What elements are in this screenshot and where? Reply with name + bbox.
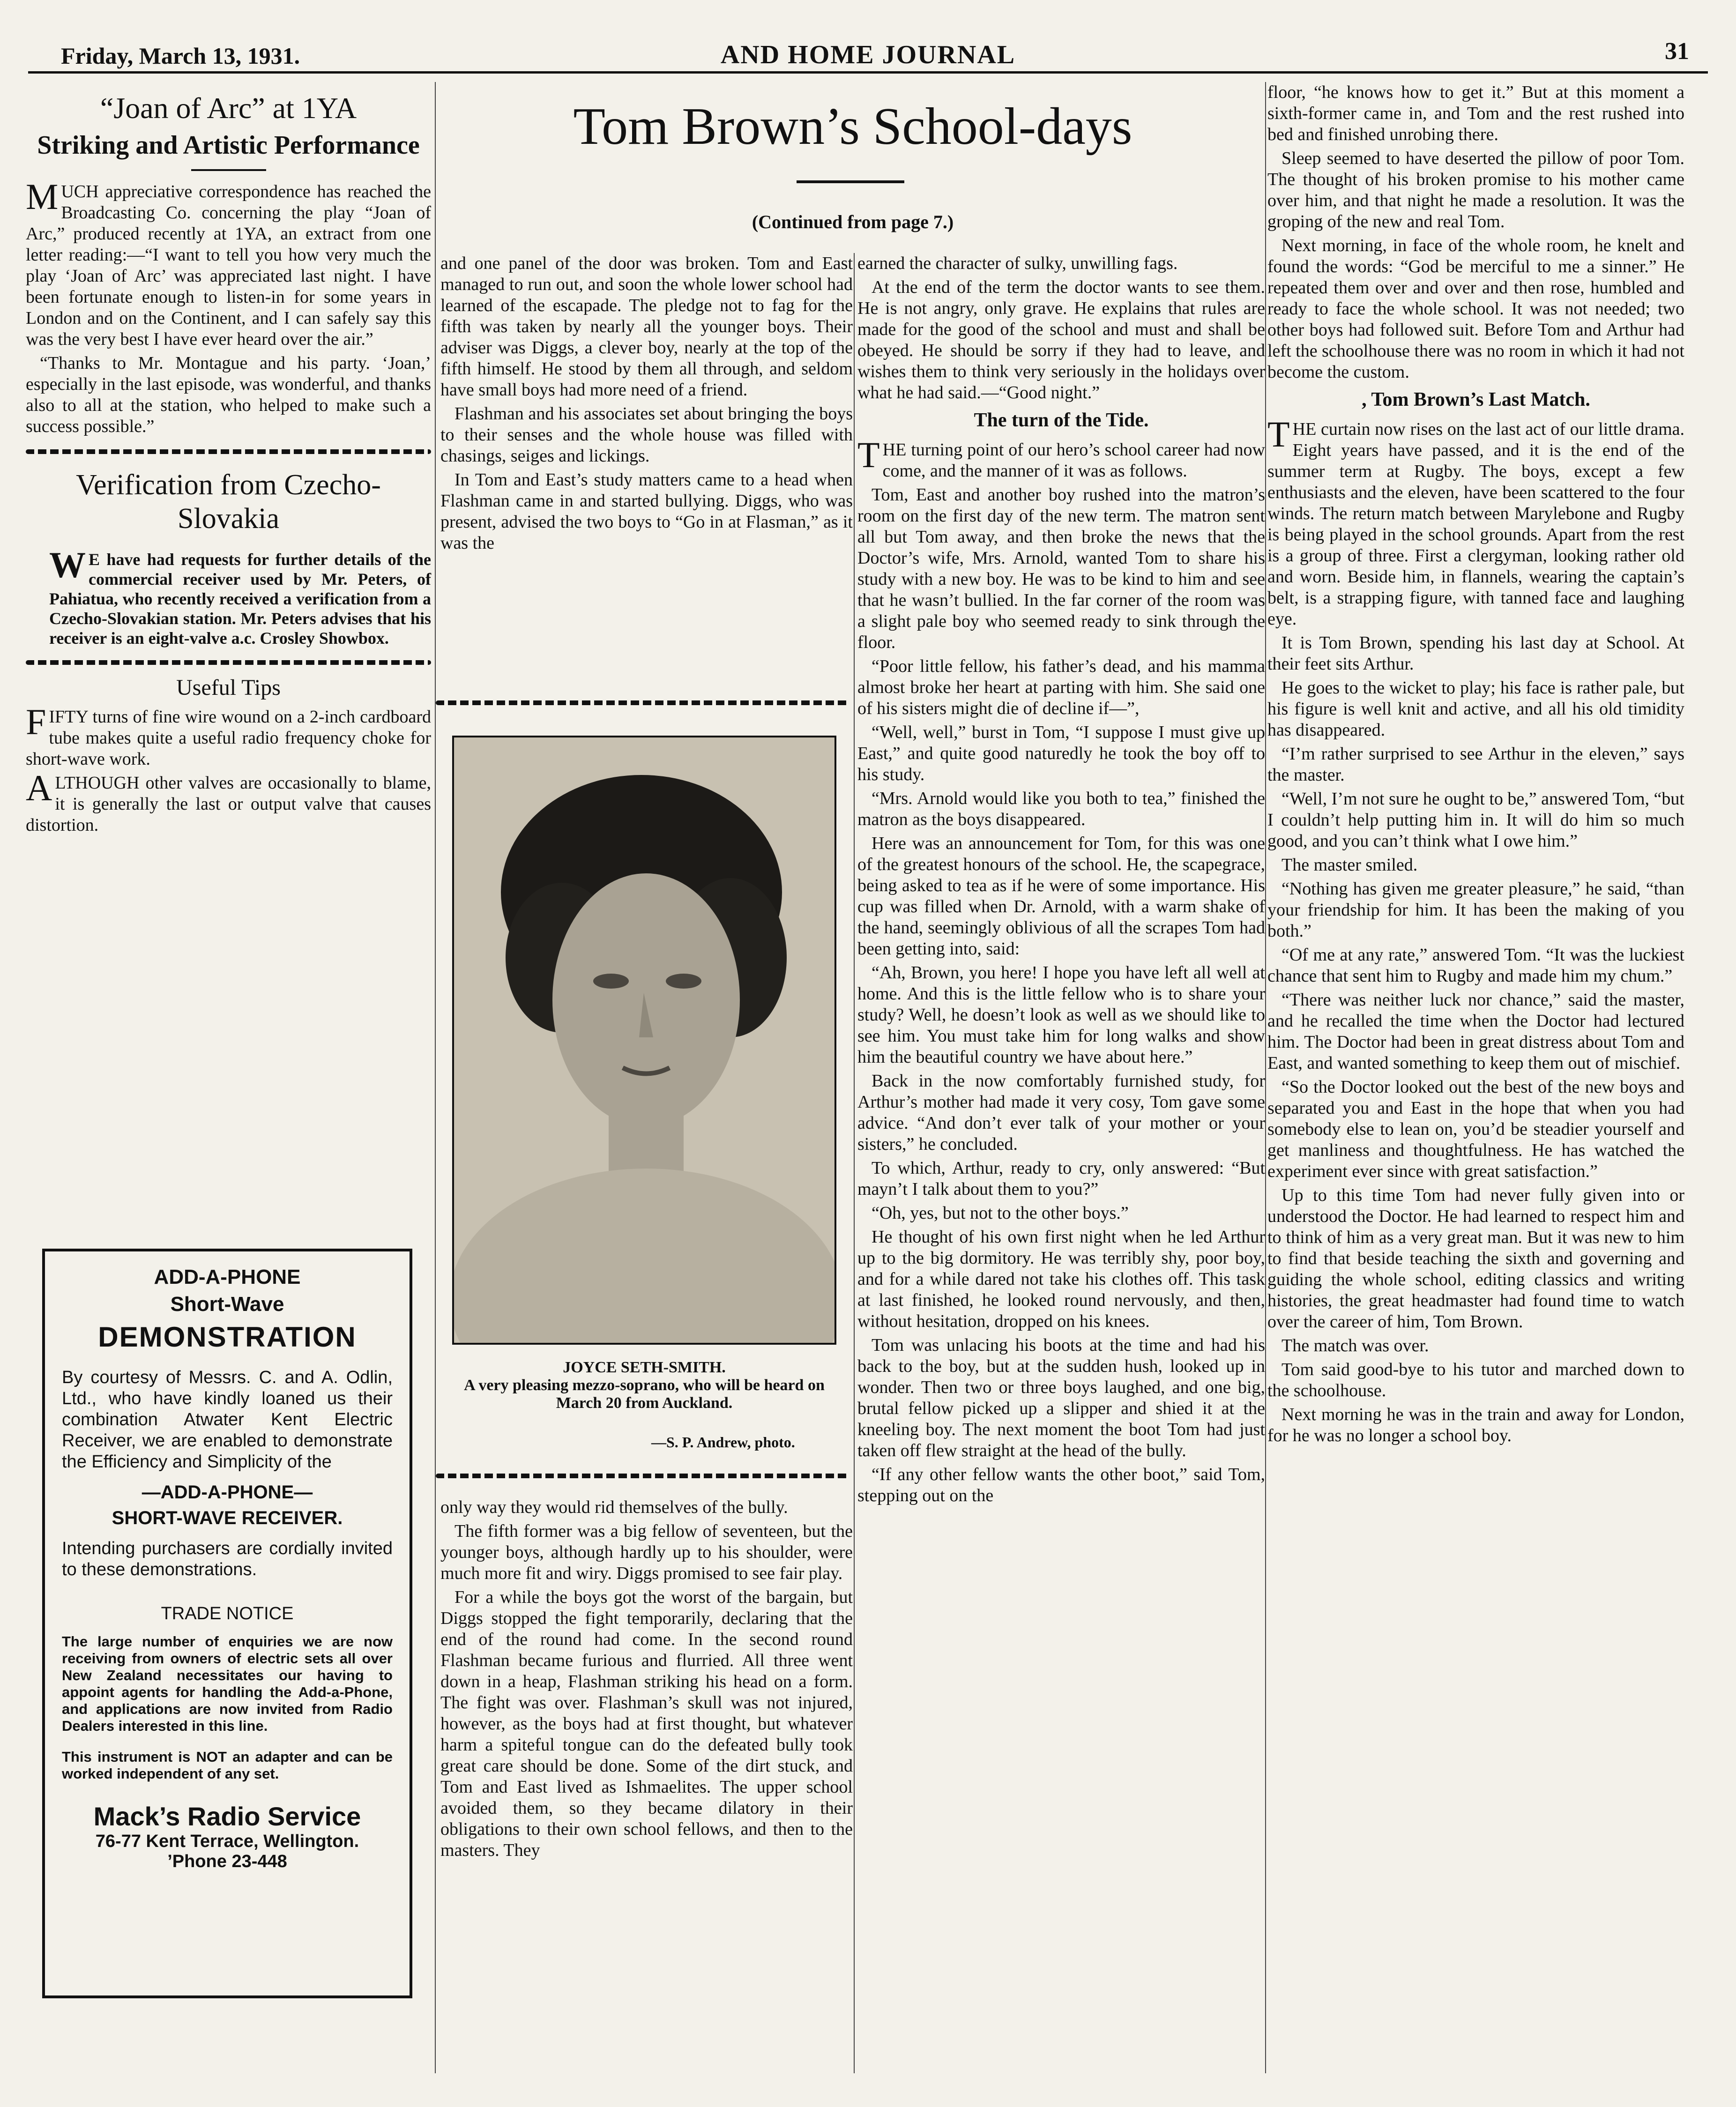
ornamental-divider [26, 449, 431, 454]
ad-body: By courtesy of Messrs. C. and A. Odlin, Ltd., who have kindly loaned us their combination Atwater Kent Electric Receiver, we are enabled to demonstrate the Efficiency and Simplicity of the [62, 1368, 393, 1472]
story-paragraph: The master smiled. [1282, 855, 1418, 875]
photo-subject-name: JOYCE SETH-SMITH. [563, 1359, 726, 1376]
company-phone: ’Phone 23-448 [167, 1852, 287, 1871]
continued-note: (Continued from page 7.) [752, 211, 954, 232]
add-a-phone-advertisement [42, 1249, 412, 1998]
story-paragraph: earned the character of sulky, unwilling fags. [857, 253, 1178, 273]
story-column-2-bottom [440, 1497, 853, 1864]
drop-cap: T [857, 434, 880, 475]
story-paragraph: “Poor little fellow, his father’s dead, and his mamma almost broke her heart at parting with him. She said one of his sisters might die of decline if—”, [857, 656, 1265, 718]
joan-headline: “Joan of Arc” at 1YA [100, 91, 357, 125]
ad-note: This instrument is NOT an adapter and can be worked independent of any set. [62, 1749, 393, 1782]
photo-credit: —S. P. Andrew, photo. [651, 1434, 795, 1451]
story-title: Tom Brown’s School-days [573, 97, 1132, 156]
ornamental-divider [436, 700, 848, 705]
portrait-photo [452, 736, 836, 1345]
joan-paragraph: “Thanks to Mr. Montague and his party. ‘Joan,’ especially in the last episode, was wonderful, and thanks also to all at the station, who helped to make such a success possible.” [26, 353, 431, 436]
story-paragraph: Next morning he was in the train and away for London, for he was no longer a school boy. [1267, 1405, 1684, 1445]
story-paragraph: Flashman and his associates set about bringing the boys to their senses and the whole house was filled with chasings, seiges and lickings. [440, 404, 853, 466]
photo-caption [452, 1359, 836, 1412]
photo-caption-text: A very pleasing mezzo-soprano, who will be heard on March 20 from Auckland. [464, 1377, 825, 1412]
tips-headline: Useful Tips [176, 675, 281, 700]
ad-product-type: SHORT-WAVE RECEIVER. [112, 1508, 343, 1528]
story-column-4 [1267, 82, 1684, 1449]
section-heading: The turn of the Tide. [974, 409, 1149, 431]
portrait-image [454, 737, 834, 1343]
header-rule [28, 71, 1708, 74]
story-paragraph: Back in the now comfortably furnished study, for Arthur’s mother had made it very cosy, Tom gave some advice. “And don’t ever talk of your mother or your sisters,” he concluded. [857, 1071, 1265, 1154]
story-paragraph: “I’m rather surprised to see Arthur in the eleven,” says the master. [1267, 744, 1684, 785]
story-paragraph: THE curtain now rises on the last act of our little drama. Eight years have passed, and it is the end of the summer term at Rugby. The boys, except a few enthusiasts and the eleven, have been scattered to the four winds. The return match between Marylebone and Rugby is being played in the school grounds. Apart from the rest is a group of three. First a clergyman, looking rather old and worn. Beside him, in flannels, wearing the captain’s belt, is a strapping figure, with tanned face and laughing eye. [1267, 414, 1684, 629]
story-paragraph: “Of me at any rate,” answered Tom. “It was the luckiest chance that sent him to Rugby and made him my chum.” [1267, 945, 1684, 986]
title-rule [797, 180, 904, 183]
story-paragraph: Tom was unlacing his boots at the time and had his back to the boy, but at the sudden hush, looked up in wonder. Then two or three boys laughed, and one big, brutal fellow picked up a slipper and shied it at the kneeling boy. The next moment the boot Tom had just taken off flew straight at the head of the bully. [857, 1335, 1265, 1460]
ornamental-divider [26, 660, 431, 665]
story-paragraph: floor, “he knows how to get it.” But at this moment a sixth-former came in, and Tom and the rest rushed into bed and finished unrobing there. [1267, 82, 1684, 144]
story-paragraph: To which, Arthur, ready to cry, only answered: “But mayn’t I talk about them to you?” [857, 1158, 1265, 1199]
ad-product-name: —ADD-A-PHONE— [142, 1482, 313, 1503]
tips-section [26, 701, 431, 836]
story-paragraph: The fifth former was a big fellow of seventeen, but the younger boys, although hardly up to his shoulder, were much more fit and wiry. Diggs promised to see fair play. [440, 1521, 853, 1583]
story-paragraph: At the end of the term the doctor wants to see them. He is not angry, only grave. He explains that rules are made for the good of the school and must and shall be obeyed. He should be sorry if they had to leave, and wishes them to think very seriously in the holidays over what he had said.—“Good night.” [857, 277, 1265, 402]
story-paragraph: “Well, well,” burst in Tom, “I suppose I must give up East,” and quite good naturedly he took the boy off to his study. [857, 722, 1265, 784]
story-paragraph: and one panel of the door was broken. Tom and East managed to run out, and soon the whole lower school had learned of the escapade. The pledge not to fag for the fifth was taken by nearly all the younger boys. Their adviser was Diggs, a clever boy, nearly at the top of the fifth himself. He stood by them all through, and seldom have small boys had more need of a friend. [440, 253, 853, 400]
drop-cap: W [49, 544, 86, 585]
joan-paragraph: MUCH appreciative correspondence has reached the Broadcasting Co. concerning the play “Joan of Arc,” produced recently at 1YA, an extract from one letter reading:—“I want to tell you how very much the play ‘Joan of Arc’ was appreciated last night. I have been fortunate enough to listen-in for some years in London and on the Continent, and I can safely say this was the very best I have ever heard over the air.” [26, 176, 431, 349]
story-column-3 [857, 253, 1265, 1509]
issue-date: Friday, March 13, 1931. [61, 43, 300, 69]
trade-notice-text: The large number of enquiries we are now receiving from owners of electric sets all over New Zealand necessitates our having to appoint agents for handling the Add-a-Phone, and applications are now invited from Radio Dealers interested in this line. [62, 1633, 393, 1734]
tip-item: FIFTY turns of fine wire wound on a 2-inch cardboard tube makes quite a useful radio frequency choke for short-wave work. [26, 701, 431, 769]
drop-cap: A [26, 767, 52, 808]
ad-subtitle: Short-Wave [170, 1293, 284, 1316]
story-paragraph: Here was an announcement for Tom, for this was one of the greatest honours of the school. He, the scapegrace, being asked to tea as if he were of some importance. His cup was filled when Dr. Arnold, with a warm shake of the hand, seemingly oblivious of all the scrapes Tom had been getting into, said: [857, 834, 1265, 959]
ornamental-divider [436, 1474, 848, 1478]
story-paragraph: For a while the boys got the worst of the bargain, but Diggs stopped the fight temporarily, declaring that the end of the round had come. In the second round Flashman became furious and flurried. All three went down in a heap, Flashman striking his head on a form. The fight was over. Flashman’s skull was not injured, however, as the boys had at first thought, but whatever harm a spiteful tongue can do the defeated bully took great care should be done. Some of the dirt stuck, and Tom and East lived as Ishmaelites. The upper school avoided them, so they became dilatory in their obligations to their own school fellows, and then to the masters. They [440, 1587, 853, 1860]
story-paragraph: THE turning point of our hero’s school career had now come, and the manner of it was as follows. [857, 434, 1265, 481]
ad-title: ADD-A-PHONE [154, 1266, 301, 1288]
drop-cap: T [1267, 414, 1290, 454]
story-paragraph: It is Tom Brown, spending his last day at School. At their feet sits Arthur. [1267, 633, 1684, 674]
story-paragraph: “So the Doctor looked out the best of the new boys and separated you and East in the hope that when you had somebody else to lean on, you’d be steadier yourself and get manliness and thoughtfulness. He has watched the experiment ever since with great satisfaction.” [1267, 1077, 1684, 1181]
verification-headline: Verification from Czecho-Slovakia [76, 469, 381, 535]
story-paragraph: “Nothing has given me greater pleasure,” he said, “than your friendship for him. It has been the making of you both.” [1267, 879, 1684, 941]
story-paragraph: Tom, East and another boy rushed into the matron’s room on the first day of the new term. The matron sent all but Tom away, and then broke the news that the Doctor’s wife, Mrs. Arnold, wanted Tom to share his study with a new boy. He was to be kind to him and see that he wasn’t bullied. In the far corner of the room was a slight pale boy who seemed ready to sink through the floor. [857, 485, 1265, 652]
story-paragraph: “Mrs. Arnold would like you both to tea,” finished the matron as the boys disappeared. [857, 789, 1265, 829]
story-column-2-top [440, 253, 853, 557]
ad-invite: Intending purchasers are cordially invited to these demonstrations. [62, 1539, 393, 1579]
tip-item: ALTHOUGH other valves are occasionally to blame, it is generally the last or output valve that causes distortion. [26, 767, 431, 835]
story-paragraph: Next morning, in face of the whole room, he knelt and found the words: “God be merciful to me a sinner.” He repeated them over and over and then rose, humbled and ready to face the whole school. It was not needed; two other boys had followed suit. Before Tom and Arthur had left the schoolhouse there was no room in which it had not become the custom. [1267, 236, 1684, 382]
column-divider [854, 253, 855, 2073]
story-paragraph: The match was over. [1282, 1336, 1429, 1355]
company-address: 76-77 Kent Terrace, Wellington. [95, 1832, 359, 1851]
trade-notice-title: TRADE NOTICE [161, 1604, 294, 1623]
ad-headline: DEMONSTRATION [98, 1321, 357, 1353]
story-paragraph: In Tom and East’s study matters came to a head when Flashman came in and started bullying. Diggs, who was present, advised the two boys to “Go in at Flasman,” as it was the [440, 470, 853, 553]
story-paragraph: He thought of his own first night when he led Arthur up to the big dormitory. He was terribly shy, poor boy, and for a while dared not take his clothes off. This task at last finished, he looked round nervously, and then, without hesitation, dropped on his knees. [857, 1227, 1265, 1331]
story-paragraph: He goes to the wicket to play; his face is rather pale, but his figure is well knit and active, and all his old timidity has disappeared. [1267, 678, 1684, 740]
section-heading: , Tom Brown’s Last Match. [1362, 389, 1590, 410]
story-paragraph: Tom said good-bye to his tutor and marched down to the schoolhouse. [1267, 1360, 1684, 1400]
rule [191, 169, 266, 171]
story-paragraph: “Oh, yes, but not to the other boys.” [872, 1203, 1129, 1223]
drop-cap: F [26, 701, 46, 742]
verification-text: W E have had requests for further details of the commercial receiver used by Mr. Peters, of Pahiatua, who recently received a verification from a Czecho-Slovakian station. Mr. Peters advises that his receiver is an eight-valve a.c. Crosley Showbox. [49, 544, 431, 648]
story-paragraph: “Ah, Brown, you here! I hope you have left all well at home. And this is the little fellow who is to share your study? Well, he doesn’t look as well as we should like to see him. You must take him for long walks and show him the beautiful country we have about here.” [857, 963, 1265, 1067]
story-paragraph: Up to this time Tom had never fully given into or understood the Doctor. He had learned to respect him and to think of him as a very great man. But it was new to him to find that beside teaching the sixth and governing and guiding the whole school, editing classics and writing histories, the great headmaster had found time to watch over the career of him, Tom Brown. [1267, 1185, 1684, 1332]
column-divider [1265, 82, 1266, 2073]
left-column [26, 82, 431, 839]
story-paragraph: “Well, I’m not sure he ought to be,” answered Tom, “but I couldn’t help putting him in. It will do him so much good, and you can’t think what I owe him.” [1267, 789, 1684, 851]
page-header [28, 37, 1708, 75]
publication-name: AND HOME JOURNAL [720, 40, 1016, 69]
column-divider [435, 82, 436, 2073]
drop-cap: M [26, 176, 59, 217]
story-paragraph: “If any other fellow wants the other boot,” said Tom, stepping out on the [857, 1465, 1265, 1505]
page-number: 31 [1665, 38, 1689, 65]
story-paragraph: Sleep seemed to have deserted the pillow of poor Tom. The thought of his broken promise to his mother came over him, and that night he made a resolution. It was the groping of the new and real Tom. [1267, 149, 1684, 231]
story-paragraph: “There was neither luck nor chance,” said the master, and he recalled the time when the Doctor had lectured him. The Doctor had been in great distress about Tom and East, and wanted something to keep them out of mischief. [1267, 990, 1684, 1073]
joan-subheadline: Striking and Artistic Performance [37, 131, 420, 160]
story-paragraph: only way they would rid themselves of the bully. [440, 1497, 788, 1517]
company-name: Mack’s Radio Service [93, 1802, 361, 1831]
